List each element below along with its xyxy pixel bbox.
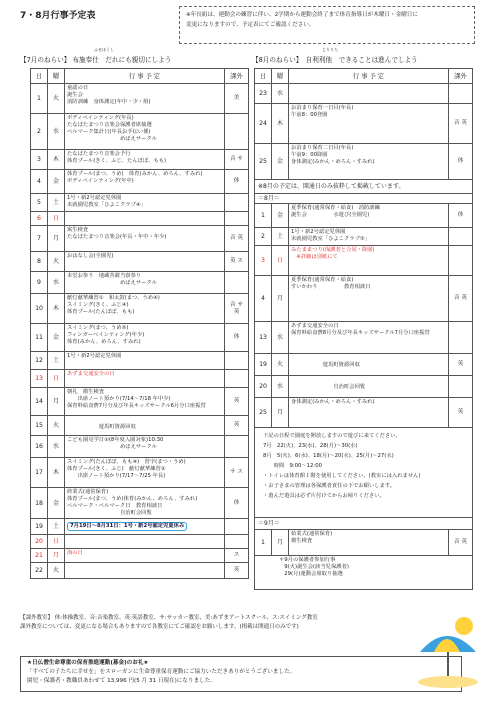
schedule-row [31, 212, 249, 226]
events-cell: お泊まり保育二日目(年長) 午前9：00降園 身体測定(みかん・めろん・すみれ) [289, 144, 449, 180]
day-cell: 13 [31, 370, 48, 388]
schedule-row [31, 84, 249, 114]
weekday-cell: 日 [48, 535, 65, 549]
col-week: 曜 [272, 69, 289, 84]
class-cell [225, 370, 249, 388]
donation-line: 園児・保護者・教職員あわせて 13,996 円(5 月 31 日現在)になりました。 [27, 678, 216, 684]
weekday-cell: 水 [48, 436, 65, 458]
events-cell: 遊馬町資源回収 [65, 416, 225, 436]
class-cell: 英 [225, 416, 249, 436]
class-cell [225, 352, 249, 370]
class-cell [449, 84, 473, 104]
day-cell: 7 [31, 226, 48, 252]
day-cell: 2 [31, 114, 48, 150]
schedule-row [255, 144, 473, 180]
class-cell [225, 436, 249, 458]
september-note-line: 29(月)運動会席取り抽選 [279, 571, 343, 577]
schedule-row [255, 398, 473, 428]
events-cell [65, 212, 225, 226]
events-cell: お泊まり保育一日目(年長) 午前8：00登園 [289, 104, 449, 144]
weekday-cell: 月 [48, 549, 65, 563]
weekday-cell: 金 [48, 324, 65, 352]
events-cell: 海の日 [65, 549, 225, 563]
notice-box [179, 6, 475, 44]
events-cell: 本堂お参り 地蔵菩薩当寮参り めばえサークル [65, 272, 225, 294]
weekday-cell: 水 [272, 322, 289, 354]
schedule-row [31, 549, 249, 563]
events-cell: 寓生検査 たなばたまつり音楽会(年長・年中・年少) [65, 226, 225, 252]
events-cell: スイミング(まつ、うめ⑤) フィンガーペインティング(年少) 体育(みかん、めろん、すみれ) [65, 324, 225, 352]
events-cell: 朝礼 衛生検査 出席ノート預かり(7/14〜7/18 年中少) 保育料給食費7月分及び年長キッズサークル6月分口座振替 [65, 388, 225, 416]
events-cell: あずま交通安全の日 [65, 370, 225, 388]
schedule-row [31, 519, 249, 535]
day-cell: 12 [31, 352, 48, 370]
events-cell: 始業式(通常保育) 衛生検査 [289, 530, 449, 556]
class-cell [225, 114, 249, 150]
day-cell: 3 [31, 150, 48, 170]
weekday-cell: 月 [272, 530, 289, 556]
schedule-row [31, 352, 249, 370]
events-cell [289, 84, 449, 104]
events-cell: 自治町会回覧 [289, 376, 449, 398]
events-cell [65, 519, 225, 535]
schedule-row [255, 84, 473, 104]
day-cell: 1 [31, 84, 48, 114]
class-cell: 体 [449, 204, 473, 228]
events-cell: 体育プール(まつ、うめ) 体育(みかん、めろん、すみれ) ボディペインティング(年中) [65, 170, 225, 194]
events-cell: 1号・新2号認定児休園 [65, 352, 225, 370]
day-cell: 22 [31, 563, 48, 579]
garden-opening-line: 時間 9:00〜12:00 [263, 463, 322, 469]
weekday-cell: 木 [48, 294, 65, 324]
weekday-cell: 水 [272, 376, 289, 398]
garden-opening-row [255, 428, 473, 518]
weekday-cell: 日 [272, 246, 289, 276]
events-cell: 1号・新2号認定児休園 未就園児教室「ひよこクラブ④」 [65, 194, 225, 212]
schedule-row [255, 228, 473, 246]
class-cell: 音 英 [449, 530, 473, 556]
day-cell: 1 [255, 530, 272, 556]
august-separator [255, 194, 473, 204]
schedule-row [255, 246, 473, 276]
august-aim: 【8月のねらい】 自利利他 できることは進んでしよう [252, 56, 418, 64]
class-cell: 体 [225, 488, 249, 519]
weekday-cell: 土 [48, 352, 65, 370]
weekday-cell: 水 [48, 114, 65, 150]
class-cell: 英 [449, 398, 473, 428]
weekday-cell: 土 [48, 194, 65, 212]
class-cell: 音 英 [225, 226, 249, 252]
day-cell: 16 [31, 436, 48, 458]
col-day: 日 [255, 69, 272, 84]
class-cell [449, 246, 473, 276]
weekday-cell: 水 [48, 272, 65, 294]
august-note-label: ※8月の予定は、開通日のみ抜粋して掲載しています。 [255, 180, 473, 194]
garden-opening-line: ・遊んだ遊具は必ず片付けてからお帰りください。 [263, 493, 385, 499]
class-cell [449, 376, 473, 398]
weekday-cell: 火 [48, 416, 65, 436]
schedule-row [31, 150, 249, 170]
july-schedule-table [30, 68, 249, 579]
events-cell [65, 535, 225, 549]
class-cell: 英 [225, 388, 249, 416]
events-cell: おはなし会(全園児) [65, 252, 225, 272]
class-cell: 美 [225, 84, 249, 114]
weekday-cell: 火 [272, 354, 289, 376]
class-cell [225, 272, 249, 294]
footer-notes [20, 614, 480, 632]
day-cell: 20 [31, 535, 48, 549]
col-events: 行 事 予 定 [65, 69, 225, 84]
events-cell: みたままつり(保護者と合同・降園) ※詳細は別紙にて [289, 246, 449, 276]
class-cell: 音 英 [449, 276, 473, 322]
weekday-cell: 木 [48, 150, 65, 170]
weekday-cell: 金 [48, 488, 65, 519]
schedule-row [31, 388, 249, 416]
august-separator-label: ＝8月＝ [255, 194, 473, 204]
july-aim: 【7月のねらい】 布施奉仕 だれにも親切にしよう [20, 56, 172, 64]
schedule-row [31, 226, 249, 252]
schedule-row [31, 563, 249, 579]
class-cell: ス [225, 549, 249, 563]
events-cell: こども園見学日②(8年度入園対象)10:30 めばえサークル [65, 436, 225, 458]
schedule-row [31, 324, 249, 352]
donation-line: ★日仏僧生命尊重の保育推進運動(募金)のお礼★ [27, 660, 149, 666]
july-aim-ruby: ふせほうし [94, 47, 114, 52]
weekday-cell: 金 [272, 144, 289, 180]
events-cell: スイミング(たんぽぽ、もも④) 習字(まつ・うめ) 体育プール(きく、ふじ) 献灯献華練習② 出席ノート預かり(7/17〜7/25 年長) [65, 458, 225, 488]
weekday-cell: 火 [48, 84, 65, 114]
weekday-cell: 土 [272, 228, 289, 246]
august-aim-ruby: じりりた [322, 47, 338, 52]
class-cell: 体 [225, 170, 249, 194]
events-cell: 終業式(通常保育) 体育プール(まつ、うめ)体育(みかん、めろん、すみれ) ペルマーク・ベルマーク日 教育相談日 自治町会回覧 [65, 488, 225, 519]
class-cell: 英 ス [225, 252, 249, 272]
weekday-cell: 月 [272, 276, 289, 322]
schedule-row [255, 276, 473, 322]
table-header [255, 69, 473, 84]
class-cell: 音 サ [225, 150, 249, 170]
garden-opening-line: 8月 5(火)、6(水)、18(月)〜20(水)、25(月)〜27(水) [263, 453, 394, 459]
col-events: 行 事 予 定 [289, 69, 449, 84]
day-cell: 25 [255, 144, 272, 180]
class-cell: サ ス [225, 458, 249, 488]
schedule-row [255, 530, 473, 556]
class-cell [225, 194, 249, 212]
day-cell: 19 [31, 519, 48, 535]
schedule-row [31, 535, 249, 549]
schedule-row [31, 416, 249, 436]
schedule-row [255, 204, 473, 228]
day-cell: 11 [31, 324, 48, 352]
weekday-cell: 木 [272, 104, 289, 144]
schedule-row [255, 104, 473, 144]
events-cell: 夏季保育(通常保育・給食) すいかわり 教育相談日 [289, 276, 449, 322]
events-cell: あずま交通安全の日 保育料給食費8月分及び年長キッズサークル7月分口座振替 [289, 322, 449, 354]
garden-opening-line: ・トイレは体育館１階を使用してください。(教室には入れません) [263, 473, 421, 479]
notice-line: 変更になりますので、予定表にてご確認ください。 [186, 22, 315, 28]
weekday-cell: 金 [272, 204, 289, 228]
events-cell: 夏季保育(通常保育・給食) 消防訓練 誕生会 水遊び(全園児) [289, 204, 449, 228]
day-cell: 5 [31, 194, 48, 212]
day-cell: 15 [31, 416, 48, 436]
donation-thanks-box [20, 656, 462, 692]
day-cell: 20 [255, 376, 272, 398]
day-cell: 4 [255, 276, 272, 322]
col-day: 日 [31, 69, 48, 84]
september-separator [255, 518, 473, 530]
weekday-cell: 月 [48, 226, 65, 252]
class-cell: 音 サ 英 [225, 294, 249, 324]
schedule-row [31, 170, 249, 194]
class-cell [225, 535, 249, 549]
day-cell: 4 [31, 170, 48, 194]
weekday-cell: 土 [48, 519, 65, 535]
page-title: 7・8月行事予定表 [20, 11, 96, 21]
weekday-cell: 水 [272, 84, 289, 104]
day-cell: 2 [255, 228, 272, 246]
col-class: 課外 [225, 69, 249, 84]
class-cell [225, 212, 249, 226]
day-cell: 25 [255, 398, 272, 428]
september-notes-row [255, 556, 473, 590]
september-note-line: ＊9月の保護者参加行事 [279, 557, 336, 563]
day-cell: 1 [255, 204, 272, 228]
garden-opening-line: ・お子さまの管理は各保護者責任の下でお願いします。 [263, 483, 395, 489]
class-cell: 英 [449, 354, 473, 376]
donation-line: 「すべての子たちに幸せを」をスローガンに生命尊重保育運動にご協力いただきありがとうございました。 [27, 669, 296, 675]
schedule-row [31, 488, 249, 519]
day-cell: 8 [31, 252, 48, 272]
garden-opening-line: 7月 22(火)、23(水)、28(月)〜30(水) [263, 443, 358, 449]
summer-break-highlight: 7月19日〜8月31日：1号・新2号認定児夏休み [67, 522, 187, 531]
events-cell: 1号・新2号認定児休園 未就園児教室「ひよこクラブ⑤」 [289, 228, 449, 246]
schedule-row [31, 370, 249, 388]
events-cell: ボディペインティング(年長) たなばたまつり音楽会保護者席抽選 ペルマーク集計日(年長お手伝い係) めばえサークル [65, 114, 225, 150]
day-cell: 24 [255, 104, 272, 144]
weekday-cell: 火 [48, 563, 65, 579]
garden-opening-line: 下記の日程で園庭を開放しますので遊びに来てください。 [263, 433, 401, 439]
august-note [255, 180, 473, 194]
weekday-cell: 火 [48, 252, 65, 272]
weekday-cell: 日 [48, 370, 65, 388]
day-cell: 14 [31, 388, 48, 416]
col-class: 課外 [449, 69, 473, 84]
day-cell: 6 [31, 212, 48, 226]
weekday-cell: 木 [48, 458, 65, 488]
weekday-cell: 月 [272, 398, 289, 428]
notice-line: ※年長組は、運動会の練習に伴い、2学期から運動会終了まで体育指導日が木曜日・金曜日に [186, 12, 418, 18]
umbrella-beach-illustration [412, 612, 482, 692]
schedule-row [31, 436, 249, 458]
class-cell [449, 228, 473, 246]
garden-opening-box [255, 428, 473, 518]
weekday-cell: 月 [48, 388, 65, 416]
events-cell: 童謡の日 誕生会 消防訓練 身体測定(年中・少・組) [65, 84, 225, 114]
footer-line: 【課外教室】 体:体操教室、音:音楽教室、英:英語教室、サ:サッカー教室、美:あずまアートスクール、ス:スイミング教室 [20, 615, 318, 621]
schedule-row [31, 458, 249, 488]
september-note-line: 9(火)誕生会(該当児保護者) [279, 564, 349, 570]
events-cell: たなばたまつり音楽会予行 体育プール(きく、ふじ、たんぽぽ、もも) [65, 150, 225, 170]
footer-line: 課外教室については、変更になる場合もありますので各教室にてご確認をお願いします。(掲載は開通日のみです) [20, 624, 299, 630]
day-cell: 19 [255, 354, 272, 376]
col-week: 曜 [48, 69, 65, 84]
schedule-row [255, 376, 473, 398]
class-cell: 体 [225, 324, 249, 352]
day-cell: 10 [31, 294, 48, 324]
events-cell: 献灯献華練習① 和太鼓(まつ、うめ④) スイミング(きく、ふじ④) 体育プール(たんぽぽ、もも) [65, 294, 225, 324]
day-cell: 3 [255, 246, 272, 276]
august-schedule-table [254, 68, 473, 590]
schedule-row [31, 294, 249, 324]
table-header [31, 69, 249, 84]
schedule-row [31, 194, 249, 212]
schedule-row [31, 272, 249, 294]
class-cell: 音 英 [449, 104, 473, 144]
day-cell: 17 [31, 458, 48, 488]
class-cell: 体 [449, 144, 473, 180]
day-cell: 13 [255, 322, 272, 354]
september-separator-label: ＝9月＝ [255, 518, 473, 530]
weekday-cell: 日 [48, 212, 65, 226]
class-cell: 英 [225, 563, 249, 579]
schedule-row [31, 114, 249, 150]
day-cell: 18 [31, 488, 48, 519]
schedule-row [31, 252, 249, 272]
class-cell [449, 322, 473, 354]
schedule-row [255, 354, 473, 376]
weekday-cell: 金 [48, 170, 65, 194]
events-cell: 身体測定(みかん・めろん・すみれ) [289, 398, 449, 428]
class-cell [225, 519, 249, 535]
schedule-row [255, 322, 473, 354]
events-cell: 遊馬町資源回収 [289, 354, 449, 376]
events-cell [65, 563, 225, 579]
day-cell: 9 [31, 272, 48, 294]
day-cell: 23 [255, 84, 272, 104]
september-notes [255, 556, 473, 590]
day-cell: 21 [31, 549, 48, 563]
